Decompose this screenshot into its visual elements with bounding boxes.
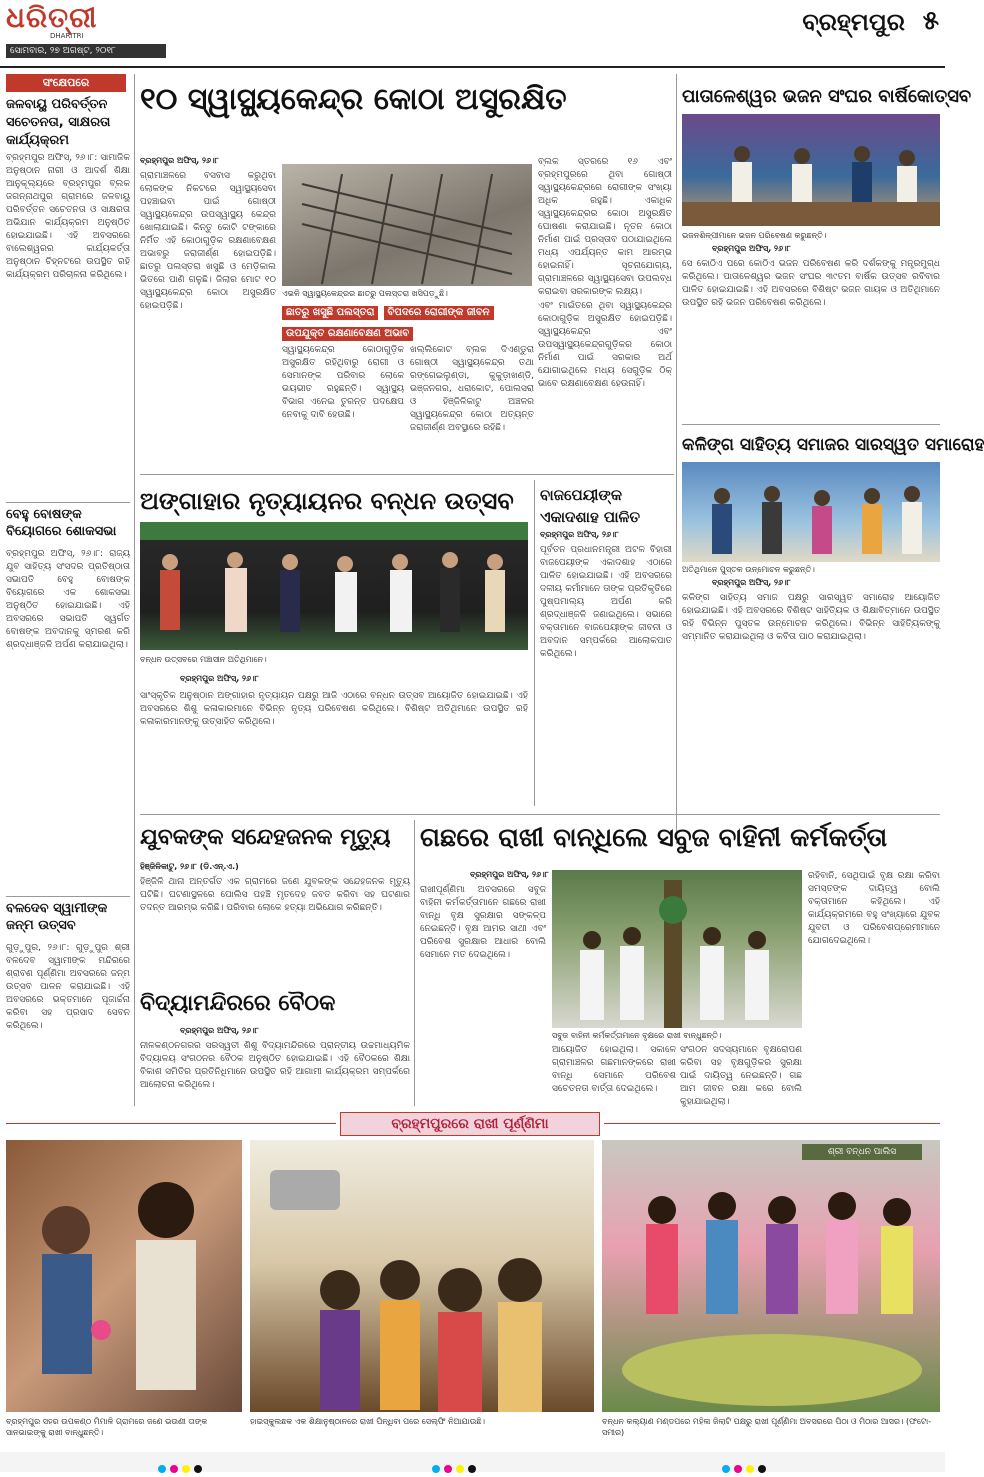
story-headline: ଅଙ୍ଗାହାର ନୃତ୍ୟାୟନର ବନ୍ଧନ ଉତ୍ସବ <box>140 487 514 515</box>
story-body: ନୀଳକଣ୍ଠନଗରର ସରସ୍ୱତୀ ଶିଶୁ ବିଦ୍ୟାମନ୍ଦିରରେ ପ୍ରାନ୍ତୀୟ ଉଚ୍ଚମାଧ୍ୟମିକ ବିଦ୍ୟାଳୟ ସଂଗଠନର ବୈଠକ ଅନୁଷ୍ଠିତ ହୋଇଯାଇଛି। ଏହି ବୈଠକରେ ଶିକ୍ଷା ବିକାଶ ସମିତିର ପ୍ରତିନିଧିମାନେ ଉପସ୍ଥିତ ରହି ଆଗାମୀ କାର୍ଯ୍ୟକ୍ରମ ସମ୍ପର୍କରେ ଆଲୋଚନା କରିଥିଲେ। <box>140 1041 410 1090</box>
ceiling-damage-photo <box>282 164 532 286</box>
women-celebration-illustration <box>602 1140 940 1412</box>
photo-caption: ହାଇସ୍କୁଲଛକ ଏକ ଶିକ୍ଷାନୁଷ୍ଠାନରେ ରାଖୀ ପିନ୍ଧିବା ପରେ ସେଲ୍‌ଫି ନିଆଯାଉଛି। <box>250 1417 486 1426</box>
story-headline: ବଳଦେବ ସ୍ୱାମୀଙ୍କ ଜନ୍ମ ଉତ୍ସବ <box>6 901 108 933</box>
photo-caption: ଭଜନଶିଳ୍ପୀମାନେ ଭଜନ ପରିବେଷଣ କରୁଛନ୍ତି। <box>682 231 827 240</box>
dance-event-photo <box>140 522 528 650</box>
masthead-rule <box>0 66 945 68</box>
performers-illustration <box>682 114 940 226</box>
story-headline: କଳିଙ୍ଗ ସାହିତ୍ୟ ସମାଜର ସାରସ୍ୱତ ସମାରୋହ <box>682 435 984 455</box>
photo-caption: ବନ୍ଧନ କଲ୍ୟାଣ ମଣ୍ଡପରେ ମହିଳା ଜିଲାଟି ପକ୍ଷରୁ ରାଖୀ ପୂର୍ଣ୍ଣିମା ଅବସରରେ ପିଠା ଓ ମିଠାର ଆସର। (ଫଟୋ-ସମୀର) <box>602 1417 932 1437</box>
photo-caption: ବନ୍ଧନ ଉତ୍ସବରେ ମଞ୍ଚାସୀନ ଅତିଥିମାନେ। <box>140 655 267 664</box>
story-body: ରହିବାନି, ସେଥିପାଇଁ ବୃକ୍ଷ ରକ୍ଷା କରିବା ସମସ୍ତଙ୍କ ଦାୟିତ୍ୱ ବୋଲି ବକ୍ତାମାନେ କହିଥିଲେ। ଏହି କାର୍ଯ୍ୟକ୍ରମରେ ବହୁ ସଂଖ୍ୟାରେ ଯୁବକ ଯୁବତୀ ଓ ପରିବେଶପ୍ରେମୀମାନେ ଯୋଗଦେଇଥିଲେ। <box>808 871 940 946</box>
tag-maintenance: ଉପଯୁକ୍ତ ରକ୍ଷଣାବେକ୍ଷଣ ଅଭାବ <box>282 327 413 341</box>
section-title: ବ୍ରହ୍ମପୁର <box>802 8 905 36</box>
story-headline: ଜଳବାୟୁ ପରିବର୍ତ୍ତନ ସଚେତନତା, ସାକ୍ଷରତା କାର୍ଯ୍ୟକ୍ରମ <box>6 97 111 148</box>
literary-event-photo <box>682 462 940 562</box>
story-body: ହିଞ୍ଜିଳି ଥାନା ଅନ୍ତର୍ଗତ ଏକ ଗ୍ରାମରେ ଜଣେ ଯୁବକଙ୍କ ସନ୍ଦେହଜନକ ମୃତ୍ୟୁ ଘଟିଛି। ଘଟଣାସ୍ଥଳରେ ପୋଲିସ ପହଞ୍ଚି ମୃତଦେହ ଜବତ କରିବା ସହ ଘଟଣାର ତଦନ୍ତ ଆରମ୍ଭ କରିଛି। ପରିବାର ଲୋକେ ହତ୍ୟା ଅଭିଯୋଗ କରିଛନ୍ତି। <box>140 877 410 913</box>
story-body: ସ୍ୱାସ୍ଥ୍ୟକେନ୍ଦ୍ର କୋଠାଗୁଡ଼ିକ ଅସୁରକ୍ଷିତ ରହିଥିବାରୁ ରୋଗୀ ଓ ସେମାନଙ୍କ ପରିବାର ଲୋକେ ଭୟଭୀତ ରହୁଛନ୍ତି। ସ୍ୱାସ୍ଥ୍ୟ ବିଭାଗ ଏନେଇ ତୁରନ୍ତ ପଦକ୍ଷେପ ନେବାକୁ ଦାବି ହେଉଛି। <box>282 345 404 420</box>
byline: ହିଞ୍ଜିଳିକାଟୁ, ୨୬।୮ (ଡି.ଏନ୍.ଏ.) <box>140 862 239 871</box>
lead-headline: ୧୦ ସ୍ୱାସ୍ଥ୍ୟକେନ୍ଦ୍ର କୋଠା ଅସୁରକ୍ଷିତ <box>140 82 567 117</box>
photo-caption: ଅତିଥିମାନେ ପୁସ୍ତକ ଉନ୍ମୋଚନ କରୁଛନ୍ତି। <box>682 565 815 574</box>
story-body: ସଂଗଠନ ସଦସ୍ୟମାନେ ବୃକ୍ଷରୋପଣ କରିବା ସହ ବୃକ୍ଷଗୁଡ଼ିକର ସୁରକ୍ଷା ପାଇଁ ଦାୟିତ୍ୱ ନେଇଛନ୍ତି। ଗଛ ଆମ ଜୀବନ ରକ୍ଷା କରେ ବୋଲି କୁହାଯାଇଥିଲା। <box>680 1045 802 1107</box>
stage-guests-illustration <box>140 522 528 650</box>
byline: ବ୍ରହ୍ମପୁର ଅଫିସ୍, ୨୬।୮ <box>470 870 549 879</box>
divider <box>140 474 674 475</box>
gallery-photo-selfie <box>250 1140 594 1412</box>
divider <box>6 502 130 503</box>
story-headline: ଯୁବକଙ୍କ ସନ୍ଦେହଜନକ ମୃତ୍ୟୁ <box>140 825 391 850</box>
story-headline: ବାଜପେୟୀଙ୍କ ଏକାଦଶାହ ପାଳିତ <box>540 486 641 526</box>
cmyk-marks-2 <box>430 1458 478 1477</box>
venue-sign: ଶ୍ରୀ ବନ୍ଧନ ପାଲିସ <box>802 1144 922 1160</box>
divider <box>682 424 940 425</box>
cmyk-marks-1 <box>156 1458 204 1477</box>
byline: ବ୍ରହ୍ମପୁର ଅଫିସ୍, ୨୬।୮ <box>140 156 219 165</box>
story-body: ବ୍ଲକ ସ୍ତରରେ ୧୬ ଏବଂ ବ୍ରହ୍ମପୁରରେ ଥିବା ଗୋଷ୍ଠୀ ସ୍ୱାସ୍ଥ୍ୟକେନ୍ଦ୍ରରେ ରୋଗୀଙ୍କ ସଂଖ୍ୟା ଅଧିକ ରହୁଛି। ଏକାଧିକ ସ୍ୱାସ୍ଥ୍ୟକେନ୍ଦ୍ରର କୋଠା ଅସୁରକ୍ଷିତ ଘୋଷଣା କରାଯାଇଛି। ନୂତନ କୋଠା ନିର୍ମାଣ ପାଇଁ ପ୍ରସ୍ତାବ ପଠାଯାଇଥିଲେ ମଧ୍ୟ ଏପର୍ଯ୍ୟନ୍ତ କାମ ଆରମ୍ଭ ହୋଇନାହିଁ। ସୂଚନାଯୋଗ୍ୟ, ଗ୍ରାମାଞ୍ଚଳରେ ସ୍ୱାସ୍ଥ୍ୟସେବା ଉପଲବ୍ଧ କରାଇବା ସରକାରଙ୍କ ଲକ୍ଷ୍ୟ। <box>538 157 672 297</box>
story-body: ସେ କୋଠିଏ ପରେ କୋଠିଏ ଭଜନ ପରିବେଷଣ କରି ଦର୍ଶକଙ୍କୁ ମନ୍ତ୍ରମୁଗ୍ଧ କରିଥିଲେ। ପାତାଳେଶ୍ୱର ଭଜନ ସଂଘର ୩୯ତମ ବାର୍ଷିକ ଉତ୍ସବ ରବିବାର ପାଳିତ ହୋଇଯାଇଛି। ଏହି ଅବସରରେ ବିଶିଷ୍ଟ ଭଜନ ଗାୟକ ଓ ଅତିଥିମାନେ ଉପସ୍ଥିତ ରହି ଭଜନ ପରିବେଷଣ କରିଥିଲେ। <box>682 259 940 308</box>
children-selfie-illustration <box>250 1140 594 1412</box>
byline: ବ୍ରହ୍ମପୁର ଅଫିସ୍, ୨୬।୮ <box>712 578 791 587</box>
story-body: ଖଲ୍ଲିକୋଟ ବ୍ଲକ ଦିଏଣ୍ଡୁରା ଗୋଷ୍ଠୀ ସ୍ୱାସ୍ଥ୍ୟକେନ୍ଦ୍ର ତଥା ରଙ୍ଗେଇଲୁଣ୍ଡା, କୁକୁଡ଼ାଖଣ୍ଡି, ଭଞ୍ଜନଗର, ଧରାକୋଟ, ପୋଲସରା ଓ ହିଞ୍ଜିଳିକାଟୁ ଅଞ୍ଚଳର ସ୍ୱାସ୍ଥ୍ୟକେନ୍ଦ୍ର କୋଠା ଅତ୍ୟନ୍ତ ଜରାଜୀର୍ଣ୍ଣ ଅବସ୍ଥାରେ ରହିଛି। <box>410 345 534 433</box>
sister-brother-illustration <box>6 1140 242 1412</box>
tag-plaster: ଛାତରୁ ଖସୁଛି ପଲସ୍ତରା <box>282 306 378 320</box>
story-body: ସାଂସ୍କୃତିକ ଅନୁଷ୍ଠାନ ଅଙ୍ଗାହାର ନୃତ୍ୟାୟନ ପକ୍ଷରୁ ଆଜି ଏଠାରେ ବନ୍ଧନ ଉତ୍ସବ ଆୟୋଜିତ ହୋଇଯାଇଛି। ଏହି ଅବସରରେ ଶିଶୁ କଳାକାରମାନେ ବିଭିନ୍ନ ନୃତ୍ୟ ପରିବେଷଣ କରିଥିଲେ। ବିଶିଷ୍ଟ ଅତିଥିମାନେ ଉପସ୍ଥିତ ରହି କଳାକାରମାନଙ୍କୁ ଉତ୍ସାହିତ କରିଥିଲେ। <box>140 691 528 727</box>
story-headline: ପାତାଳେଶ୍ୱର ଭଜନ ସଂଘର ବାର୍ଷିକୋତ୍ସବ <box>682 86 972 107</box>
byline: ବ୍ରହ୍ମପୁର ଅଫିସ୍, ୨୬।୮ <box>540 530 619 539</box>
story-headline: ବିଦ୍ୟାମନ୍ଦିରରେ ବୈଠକ <box>140 991 336 1016</box>
column-rule <box>676 74 677 844</box>
column-rule <box>534 480 535 806</box>
story-body: ଗୁଡ଼ୁପୁର, ୨୬।୮: ଗୁଡ଼ୁପୁର ଶ୍ରୀ ବଳଦେବ ସ୍ୱାମୀଙ୍କ ମନ୍ଦିରରେ ଶ୍ରାବଣ ପୂର୍ଣ୍ଣିମା ଅବସରରେ ଜନ୍ମ ଉତ୍ସବ ପାଳନ କରାଯାଇଛି। ଏହି ଅବସରରେ ଭକ୍ତମାନେ ପୂଜାର୍ଚ୍ଚନା କରିବା ସହ ପ୍ରସାଦ ସେବନ କରିଥିଲେ। <box>6 943 130 1031</box>
divider <box>6 896 130 897</box>
story-body: ଗ୍ରାମାଞ୍ଚଳରେ ବସବାସ କରୁଥିବା ଲୋକଙ୍କ ନିକଟରେ ସ୍ୱାସ୍ଥ୍ୟସେବା ପହଞ୍ଚାଇବା ପାଇଁ ଗୋଷ୍ଠୀ ସ୍ୱାସ୍ଥ୍ୟକେନ୍ଦ୍ର ଉପସ୍ୱାସ୍ଥ୍ୟ କେନ୍ଦ୍ର ଖୋଲାଯାଇଛି। କିନ୍ତୁ କୋଟି ଟଙ୍କାରେ ନିର୍ମିତ ଏହି କୋଠାଗୁଡ଼ିକ ରକ୍ଷଣାବେକ୍ଷଣ ଅଭାବରୁ ଜରାଜୀର୍ଣ୍ଣ ହୋଇପଡ଼ିଛି। ଛାତରୁ ପଲସ୍ତରା ଖସୁଛି ଓ ମେଡ଼ିକାଲ ଭିତରେ ପାଣି ଗଳୁଛି। ଜିଲାର ମୋଟ ୧୦ ସ୍ୱାସ୍ଥ୍ୟକେନ୍ଦ୍ର କୋଠା ଅସୁରକ୍ଷିତ ହୋଇପଡ଼ିଛି। <box>140 171 276 311</box>
print-registration-bar <box>0 1452 945 1472</box>
photo-caption: ଏଭଳି ସ୍ୱାସ୍ଥ୍ୟକେନ୍ଦ୍ରର ଛାତରୁ ପଲସ୍ତରା ଖସିପଡ଼ୁଛି। <box>282 289 448 298</box>
photo-caption: ସବୁଜ ବାହିନୀ କର୍ମକର୍ତ୍ତାମାନେ ବୃକ୍ଷରେ ରାଖୀ ବାନ୍ଧୁଛନ୍ତି। <box>552 1031 722 1040</box>
story-body: ପୂର୍ବତନ ପ୍ରଧାନମନ୍ତ୍ରୀ ଅଟଳ ବିହାରୀ ବାଜପେୟୀଙ୍କ ଏକାଦଶାହ ଏଠାରେ ପାଳିତ ହୋଇଯାଇଛି। ଏହି ଅବସରରେ ଦଳୀୟ କର୍ମୀମାନେ ତାଙ୍କ ପ୍ରତିକୃତିରେ ପୁଷ୍ପମାଲ୍ୟ ଅର୍ପଣ କରି ଶ୍ରଦ୍ଧାଞ୍ଜଳି ଜଣାଇଥିଲେ। ସଭାରେ ବକ୍ତାମାନେ ବାଜପେୟୀଙ୍କ ଜୀବନୀ ଓ ଅବଦାନ ସମ୍ପର୍କରେ ଆଲୋକପାତ କରିଥିଲେ। <box>540 545 672 659</box>
story-headline: ଗଛରେ ରାଖୀ ବାନ୍ଧିଲେ ସବୁଜ ବାହିନୀ କର୍ମକର୍ତ୍ତା <box>420 823 888 853</box>
story-body: ରାଖୀପୂର୍ଣ୍ଣିମା ଅବସରରେ ସବୁଜ ବାହିନୀ କର୍ମକର୍ତ୍ତାମାନେ ଗଛରେ ରାଖୀ ବାନ୍ଧି ବୃକ୍ଷ ସୁରକ୍ଷାର ସଙ୍କଳ୍ପ ନେଇଛନ୍ତି। ବୃକ୍ଷ ଆମର ସାଥୀ ଏବଂ ପରିବେଶ ସୁରକ୍ଷାର ଆଧାର ବୋଲି ସେମାନେ ମତ ଦେଇଥିଲେ। <box>420 885 546 960</box>
story-body: ବ୍ରହ୍ମପୁର ଅଫିସ୍, ୨୬।୮: ରାଜ୍ୟ ଯୁବ ସାହିତ୍ୟ ସଂସଦର ପ୍ରତିଷ୍ଠାତା ସଭାପତି ବେହୁ ବୋଷଙ୍କ ବିୟୋଗରେ ଏକ ଶୋକସଭା ଅନୁଷ୍ଠିତ ହୋଇଯାଇଛି। ଏହି ଅବସରରେ ସଭାପତି ସ୍ୱର୍ଗତ ବୋଷଙ୍କ ଅବଦାନକୁ ସ୍ମରଣ କରି ଶ୍ରଦ୍ଧାଞ୍ଜଳି ଅର୍ପଣ କରାଯାଇଥିଲା। <box>6 549 130 650</box>
bhajan-photo <box>682 114 940 226</box>
story-tags <box>282 300 532 342</box>
column-rule <box>414 820 415 1106</box>
tag-danger: ବିପଦରେ ରୋଗୀଙ୍କ ଜୀବନ <box>384 306 494 320</box>
banner-rule-left <box>6 1123 336 1124</box>
gallery-banner: ବ୍ରହ୍ମପୁରରେ ରାଖୀ ପୂର୍ଣ୍ଣିମା <box>340 1112 600 1136</box>
byline: ବ୍ରହ୍ମପୁର ଅଫିସ୍, ୨୬।୮ <box>712 244 791 253</box>
story-body: କଳିଙ୍ଗ ସାହିତ୍ୟ ସମାଜ ପକ୍ଷରୁ ସାରସ୍ୱତ ସମାରୋହ ଆୟୋଜିତ ହୋଇଯାଇଛି। ଏହି ଅବସରରେ ବିଶିଷ୍ଟ ସାହିତ୍ୟିକ ଓ ଶିକ୍ଷାବିତ୍‌ମାନେ ଉପସ୍ଥିତ ରହି ବିଭିନ୍ନ ପୁସ୍ତକ ଉନ୍ମୋଚନ କରିଥିଲେ। ବିଭିନ୍ନ ସାହିତ୍ୟିକଙ୍କୁ ସମ୍ମାନିତ କରାଯାଇଥିଲା ଓ କବିତା ପାଠ କରାଯାଇଥିଲା। <box>682 593 940 642</box>
story-body: ଏବଂ ମାଇଁତରେ ଥିବା ସ୍ୱାସ୍ଥ୍ୟକେନ୍ଦ୍ର କୋଠାଗୁଡ଼ିକ ଅସୁରକ୍ଷିତ ହୋଇପଡ଼ିଛି। ସ୍ୱାସ୍ଥ୍ୟକେନ୍ଦ୍ର ଏବଂ ଉପସ୍ୱାସ୍ଥ୍ୟକେନ୍ଦ୍ରଗୁଡ଼ିକର କୋଠା ନିର୍ମାଣ ପାଇଁ ସରକାର ଅର୍ଥ ଯୋଗାଇଥିଲେ ମଧ୍ୟ ସେଗୁଡ଼ିକ ଠିକ୍ ଭାବେ ରକ୍ଷଣାବେକ୍ଷଣ ହେଉନାହିଁ। <box>538 301 672 389</box>
tree-rakhi-photo <box>552 870 802 1028</box>
cmyk-marks-3 <box>720 1458 768 1477</box>
story-body: ବ୍ରହ୍ମପୁର ଅଫିସ୍, ୨୬।୮: ସାମାଜିକ ଅନୁଷ୍ଠାନ ନାରୀ ଓ ଆଦର୍ଶ ଶିକ୍ଷା ଆନୁକୂଲ୍ୟରେ ବ୍ରହ୍ମପୁର ବ୍ଲକ ଜଗନ୍ନାଥପୁର ଗ୍ରାମରେ ଜଳବାୟୁ ପରିବର୍ତ୍ତନ ସଚେତନତା ଓ ସାକ୍ଷରତା ଅଭିଯାନ କାର୍ଯ୍ୟକ୍ରମ ଅନୁଷ୍ଠିତ ହୋଇଯାଇଛି। ଏହି ଅବସରରେ ବାଲେଶ୍ୱରର କାର୍ଯ୍ୟକର୍ତ୍ତା ଅନୁଷ୍ଠାନ ଚିହ୍ନଟରେ ଉପସ୍ଥିତ ରହି କାର୍ଯ୍ୟକ୍ରମ ପରିଚାଳନା କରିଥିଲେ। <box>6 153 130 280</box>
page-number: ୫ <box>922 6 939 36</box>
byline: ବ୍ରହ୍ମପୁର ଅଫିସ୍, ୨୬।୮ <box>180 1026 259 1035</box>
masthead-logo <box>6 2 126 42</box>
dignitaries-illustration <box>682 462 940 562</box>
photo-caption: ବ୍ରହ୍ମପୁର ସହର ଉପକଣ୍ଠ ମିମାଳି ଗ୍ରାମରେ ଜଣେ ଭଉଣୀ ତାଙ୍କ ସାନଭାଇଙ୍କୁ ରାଖୀ ବାନ୍ଧୁଛନ୍ତି। <box>6 1417 208 1437</box>
in-brief-tag: ସଂକ୍ଷେପରେ <box>6 74 126 92</box>
logo-text: ଧରିତ୍ରୀ <box>6 1 98 34</box>
gallery-photo-siblings <box>6 1140 242 1412</box>
logo-subtitle: DHARITRI <box>50 32 84 40</box>
dateline: ସୋମବାର, ୨୭ ଅଗଷ୍ଟ, ୨୦୧୮ <box>6 44 166 58</box>
volunteers-tree-illustration <box>552 870 802 1028</box>
banner-rule-right <box>604 1123 940 1124</box>
divider <box>140 814 940 815</box>
story-body: ଆୟୋଜିତ ହୋଇଥିଲା। ସକାଳେ ଗ୍ରାମାଞ୍ଚଳର ଗଛମାନଙ୍କରେ ରାଖୀ ବାନ୍ଧି ସେମାନେ ପରିବେଶ ସଚେତନତା ବାର୍ତ୍ତା ଦେଇଥିଲେ। <box>552 1045 676 1094</box>
story-headline: ବେହୁ ବୋଷଙ୍କ ବିୟୋଗରେ ଶୋକସଭା <box>6 507 117 539</box>
column-rule <box>134 74 135 1106</box>
byline: ବ୍ରହ୍ମପୁର ଅଫିସ୍, ୨୬।୮ <box>180 674 259 683</box>
gallery-photo-women <box>602 1140 940 1412</box>
ceiling-rebar-illustration <box>282 164 532 286</box>
